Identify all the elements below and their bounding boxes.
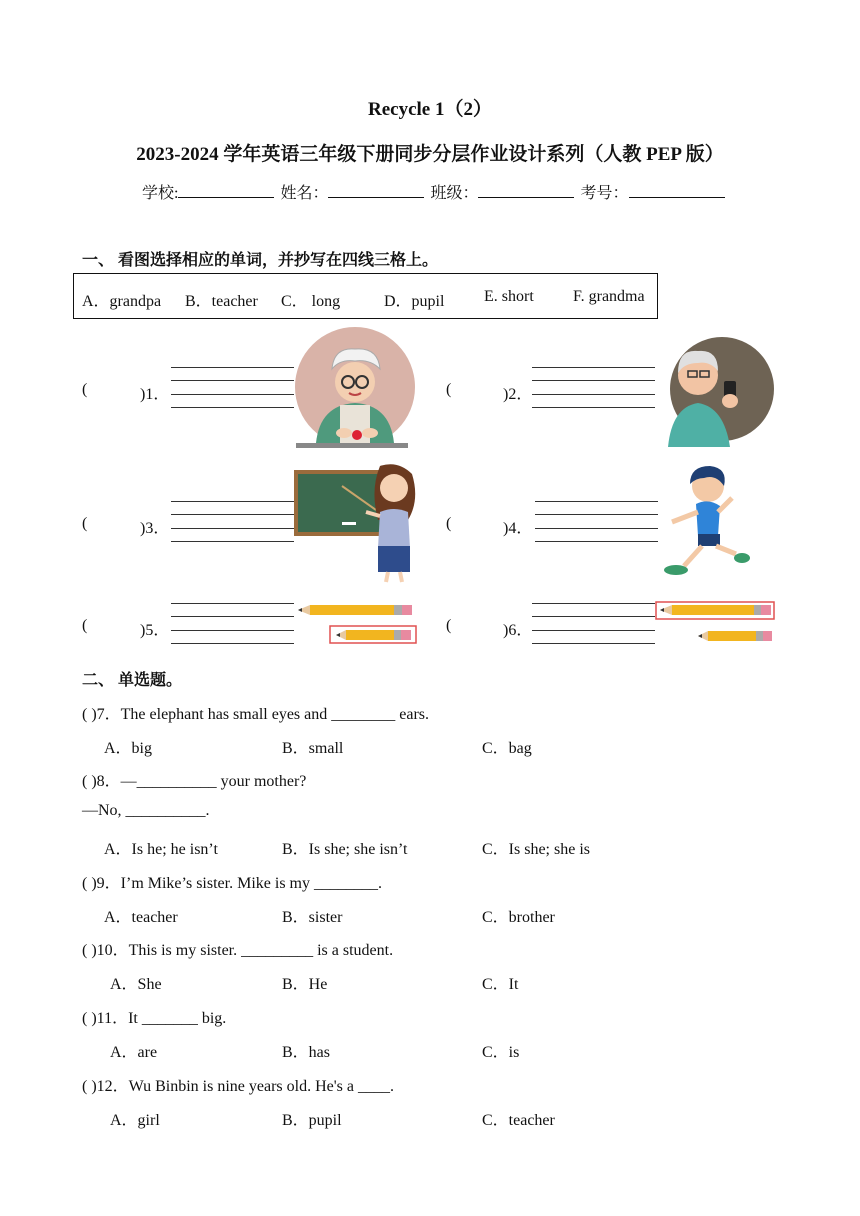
item-5-number: )5． [140, 622, 170, 639]
item-2-writing-lines[interactable] [532, 367, 655, 409]
item-5-writing-lines[interactable] [171, 603, 294, 645]
item-2-number: )2． [503, 386, 533, 403]
item-1-open-paren: ( [82, 381, 88, 398]
question-10-stem: ( )10．This is my sister. _________ is a student. [82, 942, 394, 959]
item-3-open-paren: ( [82, 515, 88, 532]
item-3-number: )3． [140, 520, 170, 537]
question-8-stem-2: —No, __________. [82, 802, 210, 819]
item-3-writing-lines[interactable] [171, 501, 294, 543]
option-d: D．pupil [384, 293, 445, 310]
item-6-writing-lines[interactable] [532, 603, 655, 645]
q11-choice-a[interactable]: A．are [110, 1044, 158, 1061]
item-1-number: )1． [140, 386, 170, 403]
question-11-stem: ( )11．It _______ big. [82, 1010, 227, 1027]
q8-choice-a[interactable]: A．Is he; he isn’t [104, 841, 218, 858]
question-7-stem: ( )7．The elephant has small eyes and ________ ears. [82, 706, 430, 723]
question-8-stem: ( )8．—__________ your mother? [82, 773, 307, 790]
class-label: 班级： [430, 185, 479, 202]
worksheet-title: Recycle 1（2） [368, 99, 492, 120]
grandma-cooking-picture [294, 325, 418, 451]
q9-choice-b[interactable]: B．sister [282, 909, 343, 926]
long-pencil-highlighted-picture [654, 600, 776, 646]
q11-choice-c[interactable]: C．is [482, 1044, 520, 1061]
class-blank[interactable] [478, 183, 574, 198]
item-4-writing-lines[interactable] [535, 501, 658, 543]
item-6-number: )6． [503, 622, 533, 639]
q10-choice-a[interactable]: A．She [110, 976, 162, 993]
item-4-number: )4． [503, 520, 533, 537]
boy-running-picture [660, 462, 752, 578]
item-6-open-paren: ( [446, 617, 452, 634]
q7-choice-b[interactable]: B．small [282, 740, 344, 757]
item-2-open-paren: ( [446, 381, 452, 398]
option-e: E. short [484, 288, 534, 305]
q10-choice-c[interactable]: C．It [482, 976, 519, 993]
worksheet-subtitle: 2023-2024 学年英语三年级下册同步分层作业设计系列（人教 PEP 版） [136, 144, 724, 165]
short-pencil-highlighted-picture [296, 600, 420, 646]
q7-choice-c[interactable]: C．bag [482, 740, 532, 757]
student-info-row [142, 180, 727, 203]
q8-choice-b[interactable]: B．Is she; she isn’t [282, 841, 408, 858]
section-1-heading: 一、 看图选择相应的单词，并抄写在四线三格上。 [82, 252, 439, 269]
option-f: F. grandma [573, 288, 645, 305]
item-5-open-paren: ( [82, 617, 88, 634]
q7-choice-a[interactable]: A．big [104, 740, 153, 757]
q9-choice-c[interactable]: C．brother [482, 909, 555, 926]
item-4-open-paren: ( [446, 515, 452, 532]
question-12-stem: ( )12．Wu Binbin is nine years old. He's a ____. [82, 1078, 394, 1095]
q12-choice-a[interactable]: A．girl [110, 1112, 160, 1129]
q8-choice-c[interactable]: C．Is she; she is [482, 841, 591, 858]
exam-number-blank[interactable] [629, 183, 725, 198]
name-blank[interactable] [328, 183, 424, 198]
q12-choice-c[interactable]: C．teacher [482, 1112, 555, 1129]
section-2-heading: 二、 单选题。 [82, 672, 183, 689]
name-label: 姓名： [280, 185, 329, 202]
q10-choice-b[interactable]: B．He [282, 976, 328, 993]
school-label: 学校: [142, 185, 179, 202]
exam-number-label: 考号： [580, 185, 629, 202]
q9-choice-a[interactable]: A．teacher [104, 909, 178, 926]
q12-choice-b[interactable]: B．pupil [282, 1112, 342, 1129]
option-a: A．grandpa [82, 293, 162, 310]
school-blank[interactable] [178, 183, 274, 198]
q11-choice-b[interactable]: B．has [282, 1044, 331, 1061]
option-c: C． long [281, 293, 341, 310]
option-b: B．teacher [185, 293, 258, 310]
grandpa-phone-picture [664, 335, 776, 447]
question-9-stem: ( )9．I’m Mike’s sister. Mike is my ________. [82, 875, 382, 892]
item-1-writing-lines[interactable] [171, 367, 294, 409]
teacher-blackboard-picture [294, 460, 424, 586]
